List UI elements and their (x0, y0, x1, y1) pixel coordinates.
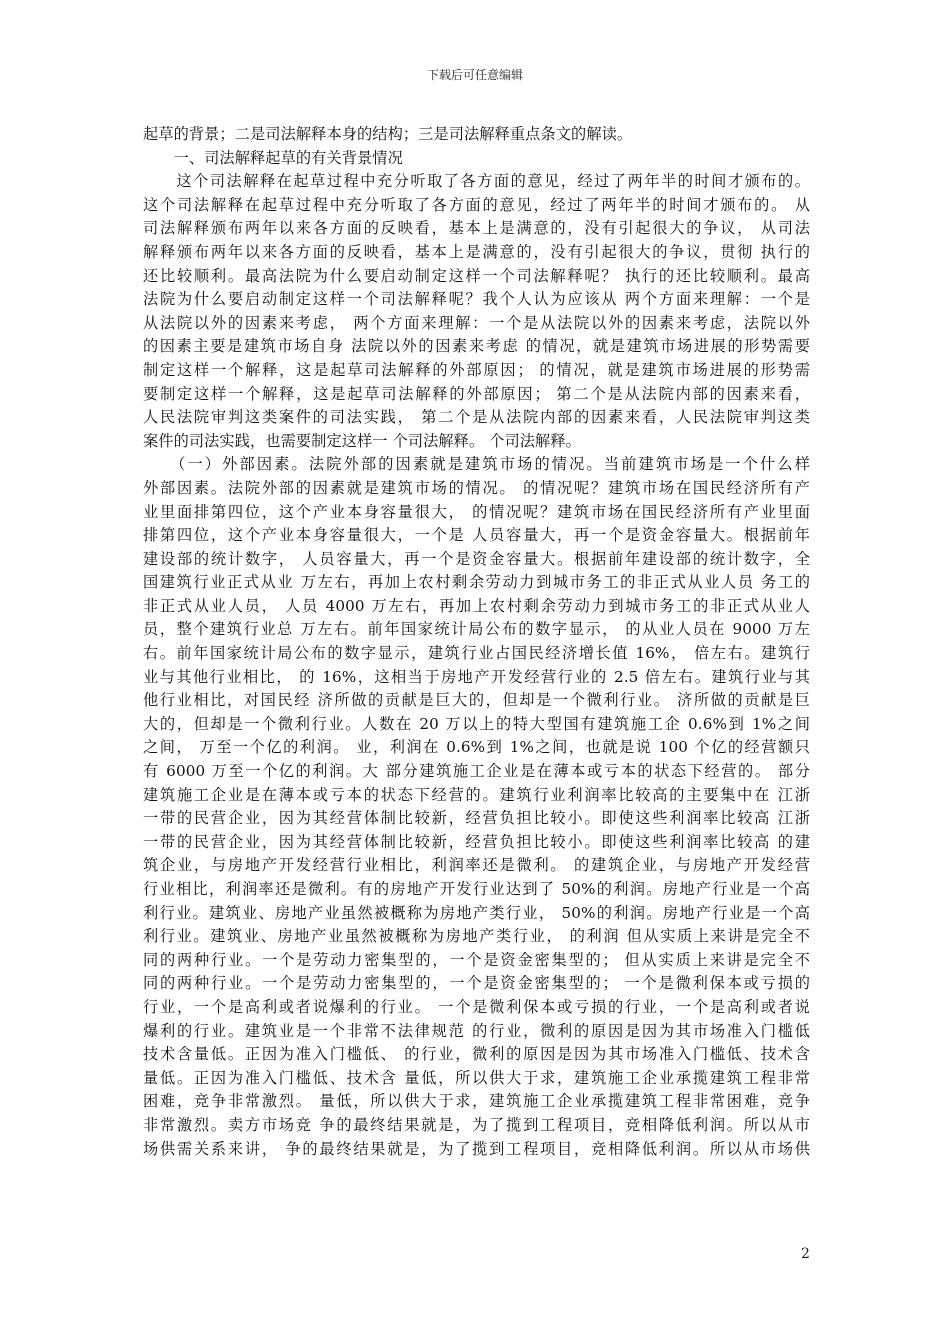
text-line: 解释颁布两年以来各方面的反映看，基本上是满意的，没有引起很大的争议，贯彻 执行的 (143, 242, 810, 261)
text-line: 量低。正因为准入门槛低、技术含 量低，所以供大于求，建筑施工企业承揽建筑工程非常 (143, 1068, 810, 1087)
text-line: 建设部的统计数字， 人员容量大，再一个是资金容量大。根据前年建设部的统计数字，全 (143, 549, 810, 568)
text-line: 业与其他行业相比， 的 16%，这相当于房地产开发经营行业的 2.5 倍左右。建筑行业与其 (143, 667, 810, 686)
text-line: 案件的司法实践，也需要制定这样一 个司法解释。 个司法解释。 (143, 431, 581, 450)
text-line: 他行业相比，对国民经 济所做的贡献是巨大的，但却是一个微利行业。 济所做的贡献是巨 (143, 691, 810, 710)
text-line: 爆利的行业。建筑业是一个非常不法律规范 的行业，微利的原因是因为其市场准入门槛低 (143, 1021, 810, 1040)
text-line: 非正式从业人员， 人员 4000 万左右，再加上农村剩余劳动力到城市务工的非正式从业人 (143, 596, 810, 615)
text-line: （一）外部因素。法院外部的因素就是建筑市场的情况。当前建筑市场是一个什么样 (143, 455, 810, 474)
text-line: 一带的民营企业，因为其经营体制比较新，经营负担比较小。即使这些利润率比较高 的建 (143, 832, 810, 851)
text-line: 的因素主要是建筑市场自身 法院以外的因素来考虑 的情况，就是建筑市场进展的形势需要 (143, 337, 810, 356)
document-body (143, 123, 810, 1161)
text-line: 一、司法解释起草的有关背景情况 (143, 148, 403, 167)
text-line: 建筑施工企业是在薄本或亏本的状态下经营的。建筑行业利润率比较高的主要集中在 江浙 (143, 785, 810, 804)
text-line: 利行业。建筑业、房地产业虽然被概称为房地产类行业， 的利润 但从实质上来讲是完全不 (143, 927, 810, 946)
text-line: 同的两种行业。一个是劳动力密集型的，一个是资金密集型的； 但从实质上来讲是完全不 (143, 950, 810, 969)
text-line: 人民法院审判这类案件的司法实践， 第二个是从法院内部的因素来看，人民法院审判这类 (143, 408, 810, 427)
text-line: 法院为什么要启动制定这样一个司法解释呢？我个人认为应该从 两个方面来理解：一个是 (143, 290, 810, 309)
text-line: 这个司法解释在起草过程中充分听取了各方面的意见，经过了两年半的时间才颁布的。 从 (143, 195, 810, 214)
text-line: 一带的民营企业，因为其经营体制比较新，经营负担比较小。即使这些利润率比较高 江浙 (143, 809, 810, 828)
text-line: 利行业。建筑业、房地产业虽然被概称为房地产类行业， 50%的利润。房地产行业是一个高 (143, 903, 810, 922)
text-line: 排第四位，这个产业本身容量很大，一个是 人员容量大，再一个是资金容量大。根据前年 (143, 526, 810, 545)
text-line: 司法解释颁布两年以来各方面的反映看，基本上是满意的，没有引起很大的争议， 从司法 (143, 219, 810, 238)
text-line: 这个司法解释在起草过程中充分听取了各方面的意见，经过了两年半的时间才颁布的。 (143, 172, 810, 191)
text-line: 起草的背景；二是司法解释本身的结构；三是司法解释重点条文的解读。 (143, 125, 633, 143)
text-line: 场供需关系来讲， 争的最终结果就是，为了揽到工程项目，竞相降低利润。所以从市场供 (143, 1139, 810, 1158)
text-line: 要制定这样一个解释，这是起草司法解释的外部原因； 第二个是从法院内部的因素来看， (143, 384, 810, 403)
text-line: 有 6000 万至一个亿的利润。大 部分建筑施工企业是在薄本或亏本的状态下经营的。 部分 (143, 762, 810, 781)
text-line: 制定这样一个解释，这是起草司法解释的外部原因； 的情况，就是建筑市场进展的形势需 (143, 360, 810, 379)
text-line: 从法院以外的因素来考虑， 两个方面来理解：一个是从法院以外的因素来考虑，法院以外 (143, 313, 810, 332)
text-line: 大的，但却是一个微利行业。人数在 20 万以上的特大型国有建筑施工企 0.6%到 1%之间 (143, 714, 810, 733)
text-line: 行业，一个是高利或者说爆利的行业。 一个是微利保本或亏损的行业，一个是高利或者说 (143, 997, 810, 1016)
page-number: 2 (801, 1246, 810, 1262)
text-line: 非常激烈。卖方市场竞 争的最终结果就是，为了揽到工程项目，竞相降低利润。所以从市 (143, 1115, 810, 1134)
text-line: 同的两种行业。一个是劳动力密集型的，一个是资金密集型的； 一个是微利保本或亏损的 (143, 974, 810, 993)
text-line: 右。前年国家统计局公布的数字显示，建筑行业占国民经济增长值 16%， 倍左右。建筑行 (143, 644, 810, 663)
text-line: 还比较顺利。最高法院为什么要启动制定这样一个司法解释呢？ 执行的还比较顺利。最高 (143, 266, 810, 285)
text-line: 外部因素。法院外部的因素就是建筑市场的情况。 的情况呢？建筑市场在国民经济所有产 (143, 478, 810, 497)
text-line: 技术含量低。正因为准入门槛低、 的行业，微利的原因是因为其市场准入门槛低、技术含 (143, 1045, 810, 1064)
text-line: 困难，竞争非常激烈。 量低，所以供大于求，建筑施工企业承揽建筑工程非常困难，竞争 (143, 1092, 810, 1111)
text-line: 筑企业，与房地产开发经营行业相比，利润率还是微利。 的建筑企业，与房地产开发经营 (143, 856, 810, 875)
text-line: 之间， 万至一个亿的利润。 业，利润在 0.6%到 1%之间，也就是说 100 个亿的经营额只 (143, 738, 810, 757)
text-line: 国建筑行业正式从业 万左右，再加上农村剩余劳动力到城市务工的非正式从业人员 务工的 (143, 573, 810, 592)
page-header: 下载后可任意编辑 (426, 68, 523, 82)
text-line: 行业相比，利润率还是微利。有的房地产开发行业达到了 50%的利润。房地产行业是一个高 (143, 880, 810, 898)
text-line: 业里面排第四位，这个产业本身容量很大， 的情况呢？建筑市场在国民经济所有产业里面 (143, 502, 810, 521)
text-line: 员，整个建筑行业总 万左右。前年国家统计局公布的数字显示， 的从业人员在 9000 万左 (143, 620, 810, 639)
